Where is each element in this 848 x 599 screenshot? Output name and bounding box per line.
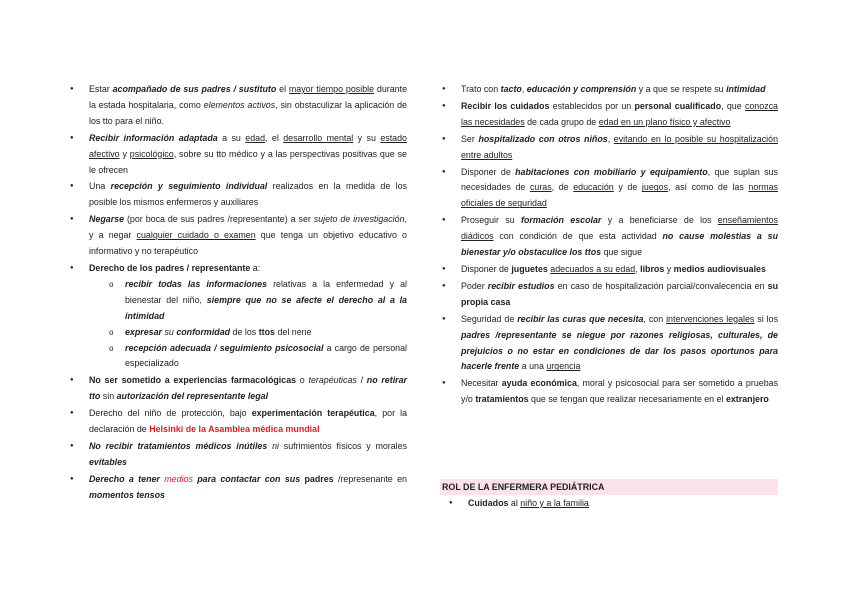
text-segment: no retirar tto (89, 375, 408, 402)
text-segment: Trato con (461, 84, 501, 94)
text-segment: , sin obstaculizar la aplicación de los tto para el niño. (89, 99, 407, 126)
text-segment: para contactar con sus (192, 473, 305, 484)
text-segment: Disponer de (461, 263, 512, 274)
list-item (442, 213, 778, 261)
text-segment: con condición de que esta actividad (493, 231, 663, 242)
text-segment: que tenga un objetivo educativo o informativo y no terapéutico (89, 230, 407, 257)
text-segment: sufrimientos físicos y morales (279, 440, 408, 451)
sub-list (89, 277, 407, 372)
text-segment: sujeto de investigación (313, 214, 405, 225)
text-segment: que sigue (601, 247, 643, 258)
text-segment: Necesitar (461, 378, 502, 389)
text-segment: a cargo de personal especializado (125, 342, 408, 369)
list-item (442, 132, 778, 164)
left-column (70, 82, 407, 505)
text-segment: y a beneficiarse de los (601, 215, 718, 226)
text-segment: al (508, 498, 521, 508)
text-segment: hospitalizado con otros niños (478, 133, 608, 144)
text-segment: , así como de las (668, 182, 749, 193)
text-segment: , por la declaración de (89, 408, 408, 435)
list-item (70, 261, 407, 372)
text-segment: a una (519, 361, 547, 372)
text-segment: acompañado de sus padres / sustituto (112, 84, 277, 94)
text-segment: , que suplan sus necesidades de (461, 166, 778, 193)
text-segment: de los (230, 326, 259, 337)
text-segment: siempre que no se afecte el derecho al a la intimidad (125, 294, 407, 321)
text-segment: padres (304, 473, 334, 484)
text-segment: terapéuticas (308, 375, 357, 386)
text-segment: experimentación terapéutica (251, 408, 375, 419)
text-segment: o (296, 375, 309, 386)
text-segment: normas oficiales de seguridad (461, 182, 778, 209)
list-item (70, 373, 407, 405)
text-segment: a su (217, 132, 246, 143)
right-rights-list (442, 82, 778, 408)
list-item (442, 376, 778, 408)
sub-list-item (89, 277, 407, 325)
text-segment: curas (529, 182, 552, 193)
list-item (442, 165, 778, 213)
text-segment: , que (721, 100, 745, 111)
text-segment: Recibir los cuidados (461, 100, 550, 111)
list-item (70, 212, 407, 260)
text-segment: tacto (500, 84, 522, 94)
text-segment: educación y comprensión (526, 84, 637, 94)
text-segment: Proseguir su (461, 215, 522, 226)
text-segment: relativas a la enfermedad y al bienestar del niño, (125, 278, 407, 305)
text-segment: Helsinki de la Asamblea médica mundial (149, 424, 320, 435)
text-segment: y de (613, 182, 642, 193)
text-segment: y a que se respete su (636, 84, 727, 94)
list-item (70, 406, 407, 438)
text-segment: extranjero (725, 394, 769, 405)
text-segment: cualquier cuidado o examen (136, 230, 256, 241)
text-segment: (por boca de sus padres /representante) a ser (124, 214, 314, 225)
text-segment: , (635, 263, 641, 274)
text-segment: , y a negar (89, 214, 407, 241)
text-segment: medios audiovisuales (673, 263, 766, 274)
text-segment: no cause molestias a su bienestar y/o obstaculice los ttos (461, 231, 778, 258)
text-segment: recepción y seguimiento individual (110, 181, 268, 192)
text-segment: Seguridad de (461, 313, 518, 324)
text-segment: desarrollo mental (283, 132, 354, 143)
text-segment: Cuidados (468, 498, 509, 508)
text-segment: realizados en la medida de los posible los mismos enfermeros y auxiliares (89, 181, 407, 208)
text-segment: , con (643, 313, 667, 324)
text-segment: su (164, 326, 174, 337)
text-segment: que se tengan que realizar necesariamente en el (528, 394, 726, 405)
text-segment: habitaciones con mobiliario y equipamiento (515, 166, 708, 177)
text-segment: estado afectivo (89, 132, 407, 159)
text-segment: medios (164, 473, 193, 484)
rol-list-item (449, 496, 779, 512)
text-segment: No ser sometido a experiencias farmacológicas (89, 375, 297, 386)
text-segment: educación (573, 182, 614, 193)
text-segment: su propia casa (461, 280, 778, 307)
text-segment: y su (353, 132, 381, 143)
text-segment: y (119, 148, 130, 159)
text-segment: de cada grupo de (524, 116, 599, 127)
text-segment: autorización del representante legal (116, 391, 269, 402)
text-segment: si los (754, 313, 779, 324)
list-item (70, 131, 407, 179)
text-segment: en caso de hospitalización parcial/convalecencia en (554, 280, 768, 291)
text-segment: Disponer de (461, 166, 516, 177)
text-segment: establecidos por un (549, 100, 635, 111)
text-segment: edad (245, 132, 266, 143)
list-item (442, 262, 778, 278)
list-item (70, 82, 407, 130)
text-segment: evitando en lo posible su hospitalización entre adultos (461, 133, 779, 160)
text-segment: juguetes (511, 263, 548, 274)
text-segment: , (607, 133, 614, 144)
text-segment: conformidad (176, 326, 231, 337)
text-segment: recibir las curas que necesita (517, 313, 644, 324)
text-segment: ttos (258, 326, 275, 337)
text-segment: personal cualificado (634, 100, 722, 111)
text-segment: Derecho de los padres / representante (89, 262, 251, 273)
text-segment: , de (551, 182, 574, 193)
text-segment: Derecho del niño de protección, bajo (89, 408, 252, 419)
text-segment: del nene (274, 326, 312, 337)
text-segment: evitables (89, 456, 127, 467)
text-segment: , el (265, 132, 284, 143)
text-segment: recepción adecuada / seguimiento psicosocial (125, 342, 324, 353)
text-segment: adecuados a su edad (550, 263, 636, 274)
text-segment: /represenante en (333, 473, 407, 484)
text-segment: Estar (89, 84, 113, 94)
sub-list-item (89, 341, 407, 373)
text-segment: libros (640, 263, 665, 274)
text-segment: y (664, 263, 674, 274)
text-segment: Una (89, 181, 111, 192)
list-item (70, 472, 407, 504)
text-segment: / (356, 375, 367, 386)
text-segment: a: (250, 262, 261, 273)
text-segment: No recibir tratamientos médicos inútiles (89, 440, 268, 451)
list-item (442, 99, 778, 131)
text-segment: , (521, 84, 527, 94)
text-segment: momentos tensos (89, 489, 165, 500)
text-segment: durante la estada hospitalaria, como (89, 84, 408, 110)
text-segment: Poder (461, 280, 488, 291)
text-segment: formación escolar (521, 215, 602, 226)
text-segment: , sobre su tto médico y a las perspectivas positivas que se le ofrecen (89, 148, 407, 175)
rol-section (449, 496, 779, 513)
text-segment: expresar (125, 326, 163, 337)
text-segment: ayuda económica (501, 378, 577, 389)
right-column (442, 82, 778, 409)
text-segment: conozca las necesidades (461, 100, 778, 127)
section-heading: ROL DE LA ENFERMERA PEDIÁTRICA (440, 479, 778, 495)
text-segment: Derecho a tener (89, 473, 165, 484)
list-item (442, 82, 778, 98)
list-item (70, 179, 407, 211)
text-segment: recibir estudios (487, 280, 555, 291)
text-segment: , moral y psicosocial para ser sometido a pruebas y/o (461, 378, 779, 405)
text-segment: psicológico (129, 148, 174, 159)
text-segment: Ser (461, 133, 479, 144)
text-segment: recibir todas las informaciones (125, 278, 267, 289)
text-segment: tratamientos (475, 394, 529, 405)
text-segment: mayor tiempo posible (288, 84, 375, 94)
text-segment: Negarse (89, 214, 125, 225)
text-segment: enseñamientos diádicos (461, 215, 778, 242)
text-segment: juegos (641, 182, 669, 193)
text-segment: Recibir información adaptada (89, 132, 218, 143)
text-segment: niño y a la familia (520, 498, 589, 508)
list-item (70, 439, 407, 471)
text-segment: sin (100, 391, 117, 402)
left-rights-list (70, 82, 407, 504)
text-segment: intervenciones legales (666, 313, 755, 324)
list-item (442, 312, 778, 376)
text-segment: elementos activos (203, 99, 276, 110)
text-segment: edad en un plano físico y afectivo (598, 116, 731, 127)
rol-list (449, 496, 779, 512)
text-segment: urgencia (546, 361, 581, 372)
text-segment: el (276, 84, 289, 94)
sub-list-item (89, 325, 407, 341)
text-segment: ni (272, 440, 279, 451)
list-item (442, 279, 778, 311)
text-segment: intimidad (726, 84, 766, 94)
text-segment: padres /representante se niegue por razones religiosas, culturales, de prejuicios o no estar en condiciones de dar los pasos oportunos para hacerle frente (461, 329, 778, 372)
